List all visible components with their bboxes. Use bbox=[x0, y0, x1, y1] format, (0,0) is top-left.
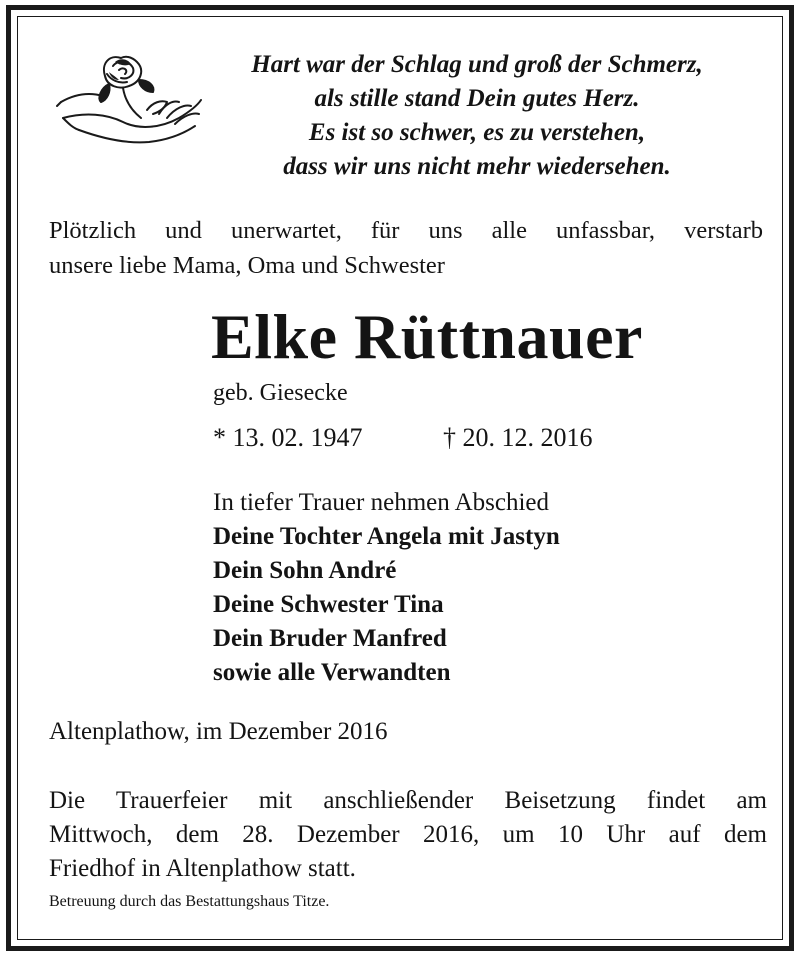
mourner-name: Deine Schwester Tina bbox=[213, 591, 444, 618]
intro-line: Plötzlich und unerwartet, für uns alle unfassbar, verstarb bbox=[49, 217, 763, 244]
place-and-date: Altenplathow, im Dezember 2016 bbox=[49, 718, 388, 745]
service-line: Die Trauerfeier mit anschließender Beisetzung findet am bbox=[49, 787, 767, 814]
mourner-name: sowie alle Verwandten bbox=[213, 659, 451, 686]
poem-verse bbox=[197, 48, 757, 184]
life-dates bbox=[213, 422, 593, 454]
poem-line: Hart war der Schlag und groß der Schmerz, bbox=[251, 51, 703, 78]
mourners-list bbox=[213, 486, 560, 690]
maiden-name: geb. Giesecke bbox=[213, 380, 348, 406]
rose-in-hands-icon bbox=[49, 44, 209, 156]
announcement-intro bbox=[49, 213, 763, 283]
funeral-home-credit: Betreuung durch das Bestattungshaus Titze. bbox=[49, 893, 330, 910]
poem-line: als stille stand Dein gutes Herz. bbox=[314, 85, 640, 112]
mourners-intro: In tiefer Trauer nehmen Abschied bbox=[213, 489, 550, 516]
service-line: Friedhof in Altenplathow statt. bbox=[49, 855, 356, 882]
deceased-name: Elke Rüttnauer bbox=[211, 301, 643, 372]
mourner-name: Deine Tochter Angela mit Jastyn bbox=[213, 523, 560, 550]
poem-line: dass wir uns nicht mehr wiedersehen. bbox=[283, 153, 671, 180]
mourner-name: Dein Sohn André bbox=[213, 557, 397, 584]
birth-date: * 13. 02. 1947 bbox=[213, 423, 363, 452]
service-line: Mittwoch, dem 28. Dezember 2016, um 10 Uhr auf dem bbox=[49, 821, 767, 848]
mourner-name: Dein Bruder Manfred bbox=[213, 625, 447, 652]
poem-line: Es ist so schwer, es zu verstehen, bbox=[308, 119, 646, 146]
funeral-service-notice bbox=[49, 784, 767, 886]
obituary-outer-frame bbox=[6, 5, 794, 951]
death-date: † 20. 12. 2016 bbox=[443, 423, 593, 452]
intro-line: unsere liebe Mama, Oma und Schwester bbox=[49, 252, 445, 279]
